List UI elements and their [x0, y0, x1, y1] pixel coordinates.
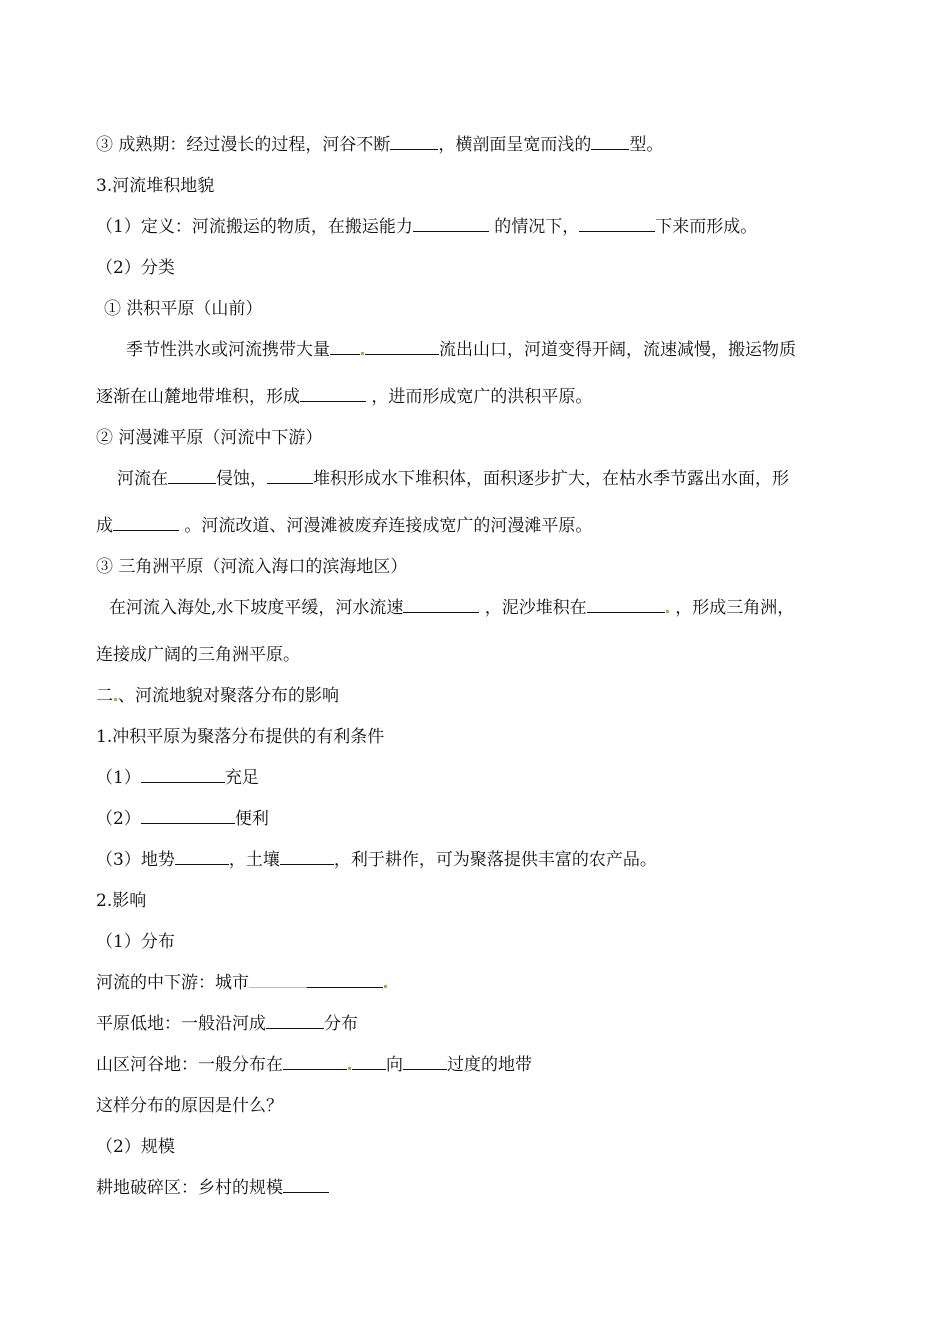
- text: （3）地势: [96, 850, 175, 870]
- line-distribution: （1）分布: [96, 932, 175, 952]
- text: 逐渐在山麓地带堆积，形成: [96, 387, 300, 407]
- text: 充足: [224, 768, 259, 788]
- heading-favorable-conditions: 1.冲积平原为聚落分布提供的有利条件: [96, 727, 385, 747]
- mark-dot: [348, 1067, 351, 1070]
- line-scale: （2）规模: [96, 1137, 175, 1157]
- heading-delta-plain: ③ 三角洲平原（河流入海口的滨海地区）: [96, 557, 408, 577]
- line-alluvial-fan-2: [96, 386, 592, 408]
- text: ，土壤: [228, 850, 280, 870]
- text: 二: [96, 686, 113, 706]
- blank[interactable]: [352, 1054, 386, 1070]
- blank[interactable]: [175, 849, 229, 865]
- heading-floodplain: ② 河漫滩平原（河流中下游）: [96, 428, 323, 448]
- line-condition-3: [96, 849, 657, 871]
- line-delta-2: 连接成广阔的三角洲平原。: [96, 645, 300, 665]
- line-mature-stage: [96, 134, 663, 156]
- line-midlower-reaches: [96, 972, 388, 994]
- line-condition-1: [96, 767, 259, 789]
- line-delta-1: [109, 597, 794, 619]
- mark-dot: [666, 610, 669, 613]
- text: 。河流改道、河漫滩被废弃连接成宽广的河漫滩平原。: [179, 516, 593, 536]
- blank[interactable]: [330, 339, 360, 355]
- text: 季节性洪水或河流携带大量: [126, 340, 330, 360]
- blank[interactable]: [300, 386, 366, 402]
- blank[interactable]: [249, 972, 307, 988]
- text: ，进而形成宽广的洪积平原。: [366, 387, 593, 407]
- blank[interactable]: [390, 134, 438, 150]
- text: 耕地破碎区：乡村的规模: [96, 1178, 283, 1198]
- text: ，利于耕作，可为聚落提供丰富的农产品。: [333, 850, 657, 870]
- text: 过度的地带: [447, 1055, 532, 1075]
- text: 分布: [324, 1014, 358, 1034]
- text: 平原低地：一般沿河成: [96, 1014, 266, 1034]
- blank[interactable]: [168, 468, 216, 484]
- text: 型。: [629, 135, 664, 155]
- text: ，泥沙堆积在: [479, 598, 587, 618]
- blank[interactable]: [141, 767, 225, 783]
- blank[interactable]: [307, 972, 383, 988]
- text: 、河流地貌对聚落分布的影响: [118, 686, 339, 706]
- line-fragmented-farmland: [96, 1177, 329, 1199]
- text: （2）: [96, 809, 141, 829]
- blank[interactable]: [283, 1177, 329, 1193]
- blank[interactable]: [141, 808, 235, 824]
- blank[interactable]: [403, 1054, 447, 1070]
- line-mountain-valley: [96, 1054, 532, 1076]
- mark-dot: [361, 352, 364, 355]
- line-classification: （2）分类: [96, 258, 175, 278]
- text: 侵蚀，: [216, 469, 267, 489]
- text: 河流在: [117, 469, 168, 489]
- blank[interactable]: [113, 515, 179, 531]
- blank[interactable]: [266, 1013, 324, 1029]
- text: 堆积形成水下堆积体，面积逐步扩大，在枯水季节露出水面，形: [313, 469, 789, 489]
- text: 山区河谷地：一般分布在: [96, 1055, 283, 1075]
- text: ，形成三角洲，: [669, 598, 795, 618]
- heading-influence: 2.影响: [96, 891, 147, 911]
- line-definition: [96, 216, 757, 238]
- heading-deposition-landforms: 3.河流堆积地貌: [96, 176, 215, 196]
- mark-dot: [384, 985, 387, 988]
- text: 向: [386, 1055, 403, 1075]
- line-question: 这样分布的原因是什么？: [96, 1096, 283, 1116]
- line-condition-2: [96, 808, 269, 830]
- blank[interactable]: [283, 1054, 347, 1070]
- blank[interactable]: [579, 216, 655, 232]
- text: ③ 成熟期：经过漫长的过程，河谷不断: [96, 135, 391, 155]
- blank[interactable]: [403, 597, 479, 613]
- blank[interactable]: [587, 597, 665, 613]
- text: 便利: [234, 809, 269, 829]
- line-plain-lowland: [96, 1013, 358, 1035]
- line-floodplain-1: [117, 468, 789, 490]
- text: 下来而形成。: [655, 217, 758, 237]
- blank[interactable]: [591, 134, 629, 150]
- text: 在河流入海处,水下坡度平缓，河水流速: [109, 598, 404, 618]
- text: 成: [96, 516, 113, 536]
- text: 的情况下，: [488, 217, 580, 237]
- line-alluvial-fan-1: [126, 339, 796, 361]
- blank[interactable]: [280, 849, 334, 865]
- blank[interactable]: [365, 339, 439, 355]
- heading-section-two: [96, 685, 339, 707]
- text: ，横剖面呈宽而浅的: [438, 135, 592, 155]
- mark-dot: [114, 698, 117, 701]
- blank[interactable]: [267, 468, 313, 484]
- text: （1）定义：河流搬运的物质，在搬运能力: [96, 217, 413, 237]
- text: 河流的中下游：城市: [96, 973, 249, 993]
- text: （1）: [96, 768, 141, 788]
- blank[interactable]: [413, 216, 489, 232]
- heading-alluvial-fan-plain: ① 洪积平原（山前）: [104, 299, 263, 319]
- line-floodplain-2: [96, 515, 592, 537]
- text: 流出山口，河道变得开阔，流速减慢，搬运物质: [439, 340, 796, 360]
